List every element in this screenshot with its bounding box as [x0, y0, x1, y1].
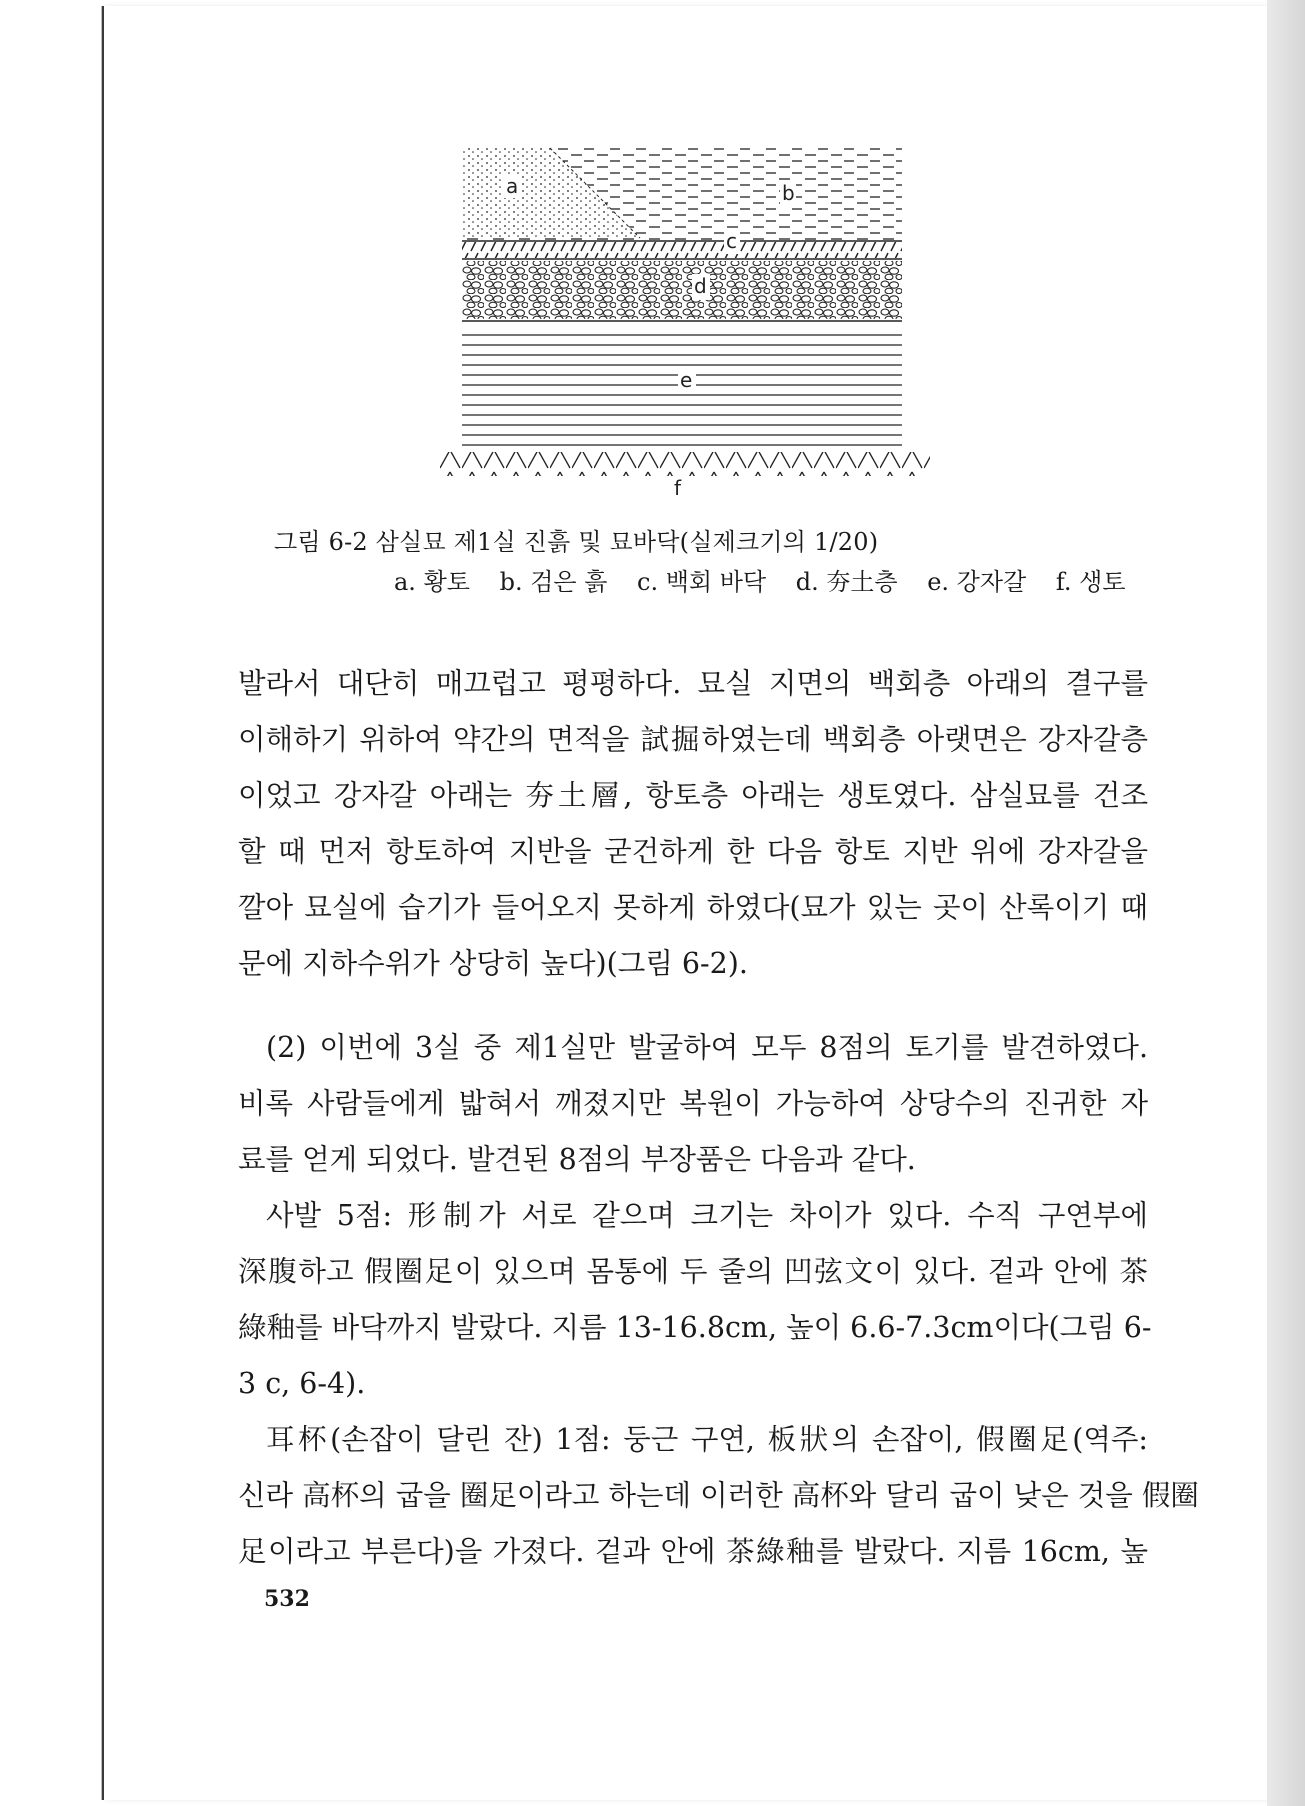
layer-d-rammed-earth [462, 261, 902, 319]
legend-item-e: e. 강자갈 [927, 568, 1027, 596]
label-e: e [680, 368, 693, 392]
text-line: 綠釉를 바닥까지 발랐다. 지름 13-16.8cm, 높이 6.6-7.3cm이다(그림 6- [238, 1311, 1152, 1344]
text-line: 이해하기 위하여 약간의 면적을 試掘하였는데 백회층 아랫면은 강자갈층 [238, 723, 1148, 756]
text-line: 耳杯(손잡이 달린 잔) 1점: 둥근 구연, 板狀의 손잡이, 假圈足(역주: [266, 1423, 1148, 1456]
text-line: 足이라고 부른다)을 가졌다. 겉과 안에 茶綠釉를 발랐다. 지름 16cm, 높 [238, 1535, 1148, 1568]
text-line: 할 때 먼저 항토하여 지반을 굳건하게 한 다음 항토 지반 위에 강자갈을 [238, 835, 1148, 868]
paragraph-2 [238, 1020, 1199, 1580]
layer-f-virgin-soil [440, 452, 930, 476]
text-line: 이었고 강자갈 아래는 夯土層, 항토층 아래는 생토였다. 삼실묘를 건조 [238, 779, 1148, 812]
stratigraphy-drawing [440, 140, 950, 500]
legend-item-b: b. 검은 흙 [499, 568, 608, 596]
text-line: 료를 얻게 되었다. 발견된 8점의 부장품은 다음과 같다. [238, 1143, 916, 1176]
paragraph-1 [238, 656, 1148, 992]
stratigraphy-figure [440, 140, 950, 500]
legend-item-f: f. 생토 [1055, 568, 1126, 596]
figure-caption-legend [394, 562, 1148, 597]
text-line: 深腹하고 假圈足이 있으며 몸통에 두 줄의 凹弦文이 있다. 겉과 안에 茶 [238, 1255, 1148, 1288]
label-c: c [726, 229, 737, 253]
label-a: a [506, 174, 519, 198]
figure-caption-title: 그림 6-2 삼실묘 제1실 진흙 및 묘바닥(실제크기의 1/20) [274, 528, 879, 556]
label-d: d [694, 274, 707, 298]
text-line: 발라서 대단히 매끄럽고 평평하다. 묘실 지면의 백회층 아래의 결구를 [238, 667, 1148, 700]
layer-c-lime-floor [462, 242, 902, 258]
text-line: 3 c, 6-4). [238, 1367, 366, 1400]
legend-item-a: a. 황토 [394, 568, 470, 596]
legend-item-c: c. 백회 바닥 [637, 568, 767, 596]
label-f: f [674, 476, 682, 500]
text-line: 깔아 묘실에 습기가 들어오지 못하게 하였다(묘가 있는 곳이 산록이기 때 [238, 891, 1148, 924]
legend-item-d: d. 夯土층 [795, 568, 898, 596]
label-b: b [782, 181, 795, 205]
page-edge-shadow [1267, 0, 1305, 1806]
page-number: 532 [264, 1586, 310, 1612]
text-line: (2) 이번에 3실 중 제1실만 발굴하여 모두 8점의 토기를 발견하였다. [266, 1031, 1148, 1064]
text-line: 사발 5점: 形制가 서로 같으며 크기는 차이가 있다. 수직 구연부에 [266, 1199, 1148, 1232]
text-line: 신라 高杯의 굽을 圈足이라고 하는데 이러한 高杯와 달리 굽이 낮은 것을 假圈 [238, 1479, 1199, 1512]
text-line: 문에 지하수위가 상당히 높다)(그림 6-2). [238, 947, 748, 980]
text-line: 비록 사람들에게 밟혀서 깨졌지만 복원이 가능하여 상당수의 진귀한 자 [238, 1087, 1148, 1120]
